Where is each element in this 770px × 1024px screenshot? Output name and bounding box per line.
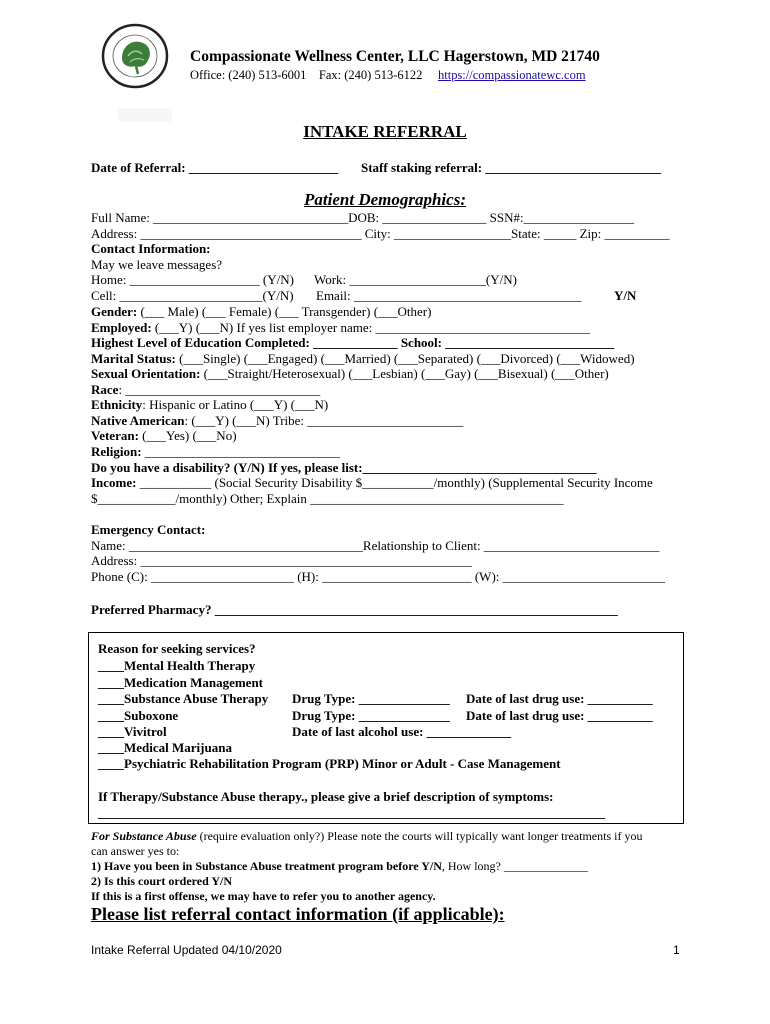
education-field[interactable]: Highest Level of Education Completed: _____________ School: __________________________ bbox=[91, 335, 615, 350]
tribe-blank: ________________________ bbox=[304, 413, 464, 428]
substance-note-text: (require evaluation only?) Please note the courts will typically want longer treatments if you bbox=[196, 829, 643, 843]
substance-question-2[interactable]: 2) Is this court ordered Y/N bbox=[91, 874, 232, 888]
question-1-length: , How long? ______________ bbox=[441, 859, 588, 873]
substance-abuse-note bbox=[91, 829, 642, 844]
last-drug-use-field-2[interactable]: Date of last drug use: __________ bbox=[466, 708, 653, 723]
organization-title: Compassionate Wellness Center, LLC Hagerstown, MD 21740 bbox=[190, 48, 600, 65]
race-blank: : ______________________________ bbox=[118, 382, 321, 397]
religion-label: Religion: bbox=[91, 444, 142, 459]
service-medical-marijuana[interactable]: ____Medical Marijuana bbox=[98, 740, 232, 755]
gender-options: (___ Male) (___ Female) (___ Transgender) (___Other) bbox=[140, 304, 432, 319]
email-yn-label: Y/N bbox=[614, 288, 637, 303]
last-alcohol-use-field[interactable]: Date of last alcohol use: _____________ bbox=[292, 724, 512, 739]
services-heading: Reason for seeking services? bbox=[98, 641, 256, 656]
form-title: INTAKE REFERRAL bbox=[303, 122, 467, 141]
race-field[interactable] bbox=[91, 382, 320, 398]
faded-mark bbox=[118, 108, 172, 122]
footer-updated: Intake Referral Updated 04/10/2020 bbox=[91, 943, 282, 957]
service-vivitrol[interactable]: ____Vivitrol bbox=[98, 724, 167, 739]
referral-contact-heading: Please list referral contact information (if applicable): bbox=[91, 904, 505, 924]
sexual-orientation-field[interactable] bbox=[91, 366, 609, 382]
service-mental-health[interactable]: ____Mental Health Therapy bbox=[98, 658, 256, 673]
marital-options: (___Single) (___Engaged) (___Married) (___Separated) (___Divorced) (___Widowed) bbox=[179, 351, 635, 366]
date-of-referral-field[interactable]: Date of Referral: _______________________ bbox=[91, 160, 339, 175]
last-drug-use-field-1[interactable]: Date of last drug use: __________ bbox=[466, 691, 653, 706]
income-other-field[interactable]: $____________/monthly) Other; Explain _______________________________________ bbox=[91, 491, 564, 506]
orientation-label: Sexual Orientation: bbox=[91, 366, 201, 381]
home-phone-field[interactable] bbox=[91, 272, 294, 288]
ethnicity-field[interactable] bbox=[91, 397, 328, 413]
cell-phone-field[interactable]: Cell: ______________________(Y/N) bbox=[91, 288, 294, 303]
marital-label: Marital Status: bbox=[91, 351, 176, 366]
contact-line bbox=[190, 68, 586, 83]
service-suboxone[interactable]: ____Suboxone bbox=[98, 708, 179, 723]
orientation-options: (___Straight/Heterosexual) (___Lesbian) (___Gay) (___Bisexual) (___Other) bbox=[203, 366, 609, 381]
veteran-options: (___Yes) (___No) bbox=[142, 428, 237, 443]
veteran-label: Veteran: bbox=[91, 428, 139, 443]
drug-type-field-1[interactable]: Drug Type: ______________ bbox=[292, 691, 450, 706]
contact-info-label: Contact Information: bbox=[91, 241, 211, 256]
native-american-field[interactable] bbox=[91, 413, 463, 429]
income-field[interactable] bbox=[91, 475, 653, 491]
substance-note-label: For Substance Abuse bbox=[91, 829, 197, 843]
emergency-phone-field[interactable]: Phone (C): ______________________ (H): _______________________ (W): _________________________ bbox=[91, 569, 666, 584]
office-phone: Office: (240) 513-6001 bbox=[190, 68, 307, 82]
work-phone-field[interactable]: Work: _____________________(Y/N) bbox=[314, 272, 517, 287]
fax-number: Fax: (240) 513-6122 bbox=[318, 68, 423, 82]
emergency-name-field[interactable]: Name: ____________________________________Relationship to Client: ___________________________ bbox=[91, 538, 660, 553]
emergency-contact-label: Emergency Contact: bbox=[91, 522, 206, 537]
ethnicity-options: : Hispanic or Latino (___Y) (___N) bbox=[142, 397, 329, 412]
service-substance-abuse[interactable]: ____Substance Abuse Therapy bbox=[98, 691, 269, 706]
website-link[interactable]: https://compassionatewc.com bbox=[438, 68, 586, 82]
gender-field[interactable] bbox=[91, 304, 431, 320]
race-label: Race bbox=[91, 382, 119, 397]
substance-question-1[interactable] bbox=[91, 859, 588, 874]
religion-blank: ______________________________ bbox=[144, 444, 340, 459]
leave-messages-label: May we leave messages? bbox=[91, 257, 223, 272]
religion-field[interactable] bbox=[91, 444, 340, 460]
substance-note-line2: can answer yes to: bbox=[91, 844, 180, 858]
company-logo bbox=[100, 22, 170, 90]
service-medication-management[interactable]: ____Medication Management bbox=[98, 675, 264, 690]
ethnicity-label: Ethnicity bbox=[91, 397, 143, 412]
first-offense-note: If this is a first offense, we may have to refer you to another agency. bbox=[91, 889, 436, 903]
income-text: ___________ (Social Security Disability $___________/monthly) (Supplemental Security Income bbox=[139, 475, 653, 490]
symptoms-field[interactable]: ______________________________________________________________________________ bbox=[98, 805, 605, 820]
disability-field[interactable]: Do you have a disability? (Y/N) If yes, please list:____________________________________ bbox=[91, 460, 597, 475]
email-field[interactable]: Email: ___________________________________ bbox=[316, 288, 582, 303]
full-name-dob-ssn-field[interactable]: Full Name: ______________________________DOB: ________________ SSN#:_________________ bbox=[91, 210, 635, 225]
employed-label: Employed: bbox=[91, 320, 152, 335]
marital-status-field[interactable] bbox=[91, 351, 635, 367]
veteran-field[interactable] bbox=[91, 428, 237, 444]
home-phone-text: Home: ____________________ (Y/N) bbox=[91, 272, 294, 287]
section-patient-demographics: Patient Demographics: bbox=[304, 190, 466, 209]
employed-options: (___Y) (___N) If yes list employer name: _________________________________ bbox=[154, 320, 591, 335]
preferred-pharmacy-field[interactable]: Preferred Pharmacy? ______________________________________________________________ bbox=[91, 602, 618, 617]
native-options: : (___Y) (___N) Tribe: bbox=[184, 413, 305, 428]
service-prp[interactable]: ____Psychiatric Rehabilitation Program (PRP) Minor or Adult - Case Management bbox=[98, 756, 561, 771]
symptoms-question: If Therapy/Substance Abuse therapy., please give a brief description of symptoms: bbox=[98, 789, 554, 804]
employed-field[interactable] bbox=[91, 320, 590, 336]
income-label: Income: bbox=[91, 475, 137, 490]
drug-type-field-2[interactable]: Drug Type: ______________ bbox=[292, 708, 450, 723]
staff-referral-field[interactable]: Staff staking referral: ___________________________ bbox=[361, 160, 661, 175]
address-city-state-zip-field[interactable]: Address: __________________________________ City: __________________State: _____ Zip: __________ bbox=[91, 226, 670, 241]
gender-label: Gender: bbox=[91, 304, 138, 319]
page-number: 1 bbox=[673, 943, 680, 957]
native-label: Native American bbox=[91, 413, 185, 428]
question-1-text: 1) Have you been in Substance Abuse treatment program before Y/N bbox=[91, 859, 442, 873]
emergency-address-field[interactable]: Address: ___________________________________________________ bbox=[91, 553, 472, 568]
